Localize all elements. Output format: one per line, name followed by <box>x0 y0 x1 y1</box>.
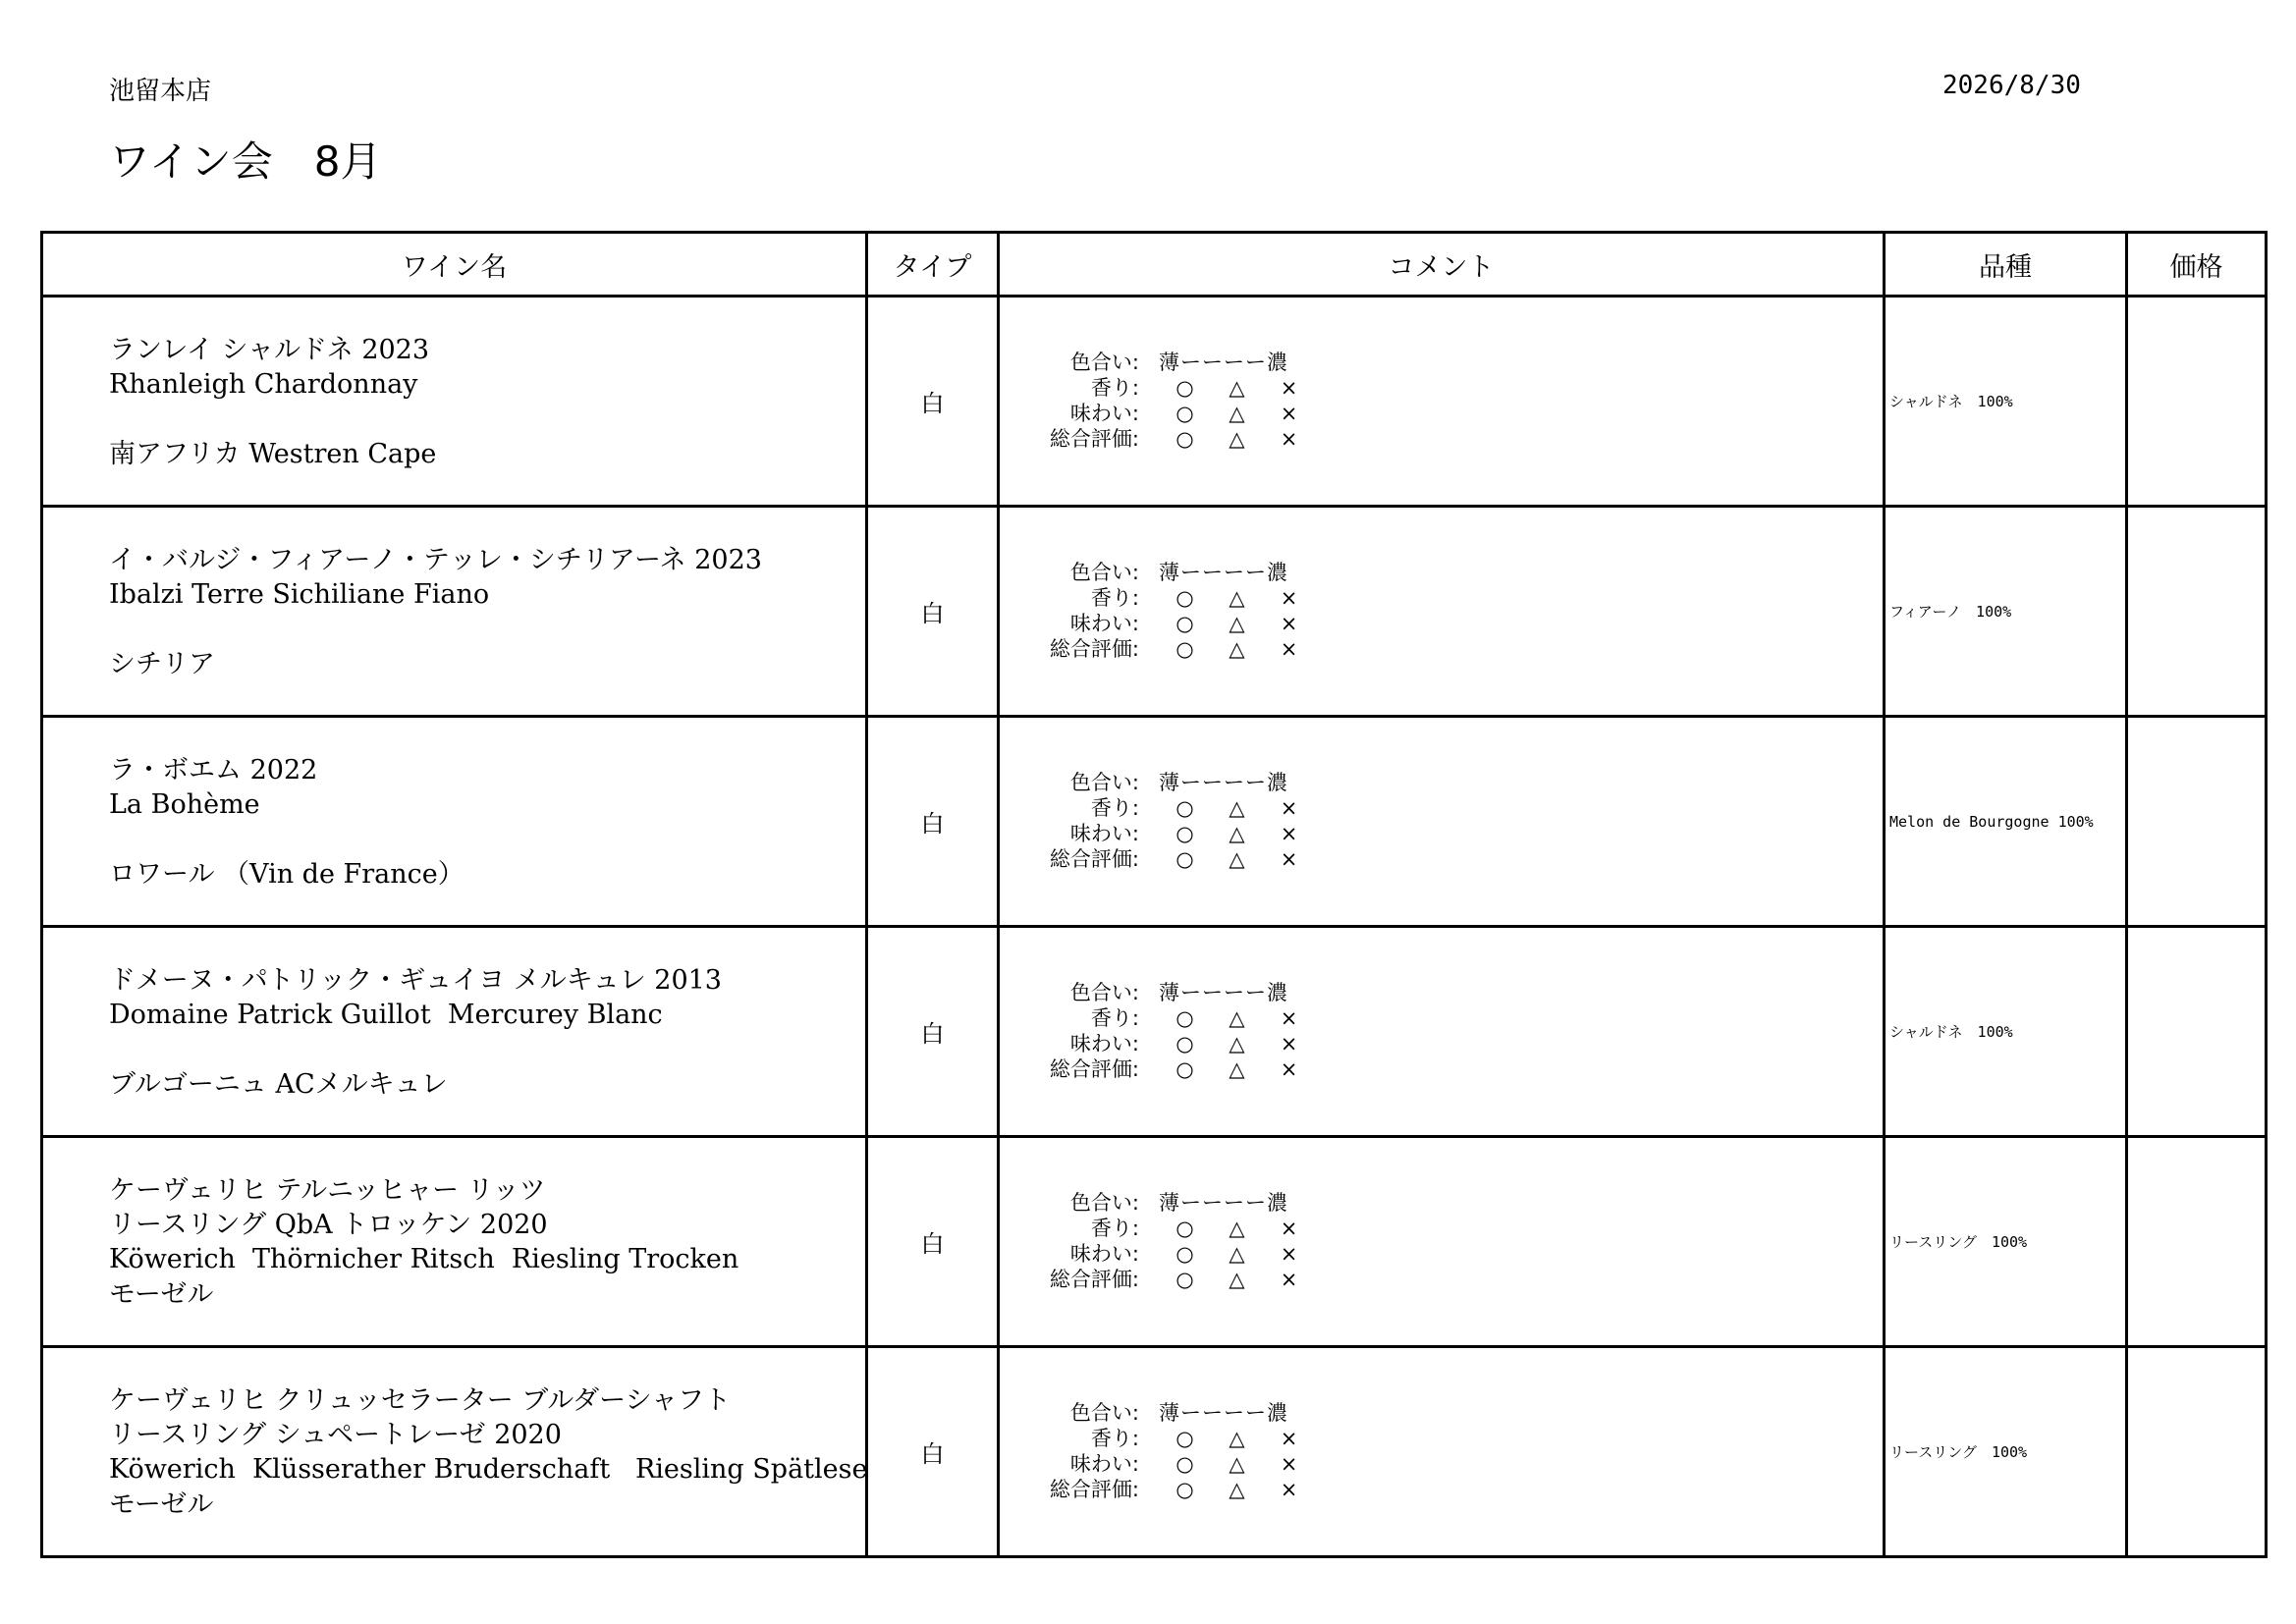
wine-table <box>40 231 2268 1558</box>
circle-icon: ○ <box>1175 1217 1194 1240</box>
rating-label-taste: 味わい: <box>1069 1452 1139 1476</box>
triangle-icon: △ <box>1229 1006 1245 1030</box>
circle-icon: ○ <box>1175 612 1194 635</box>
wine-name-line: ケーヴェリヒ クリュッセラーター ブルダーシャフト <box>109 1385 732 1416</box>
triangle-icon: △ <box>1229 1427 1245 1450</box>
rating-options <box>1159 426 1315 452</box>
column-header-variety: 品種 <box>1885 233 2127 297</box>
rating-options <box>1159 636 1315 662</box>
wine-price <box>2127 297 2267 507</box>
tasting-rating-block <box>1029 350 1315 452</box>
circle-icon: ○ <box>1175 1452 1194 1476</box>
wine-name-cell <box>42 1137 867 1347</box>
triangle-icon: △ <box>1229 796 1245 820</box>
rating-row-aroma <box>1029 1216 1315 1241</box>
cross-icon: × <box>1280 1427 1298 1450</box>
cross-icon: × <box>1280 1242 1298 1266</box>
wine-type: 白 <box>867 507 999 717</box>
grape-variety: リースリング 100% <box>1885 1347 2127 1557</box>
rating-row-overall <box>1029 1477 1315 1502</box>
rating-label-color: 色合い: <box>1069 351 1139 374</box>
rating-label-taste: 味わい: <box>1069 822 1139 845</box>
wine-region: モーゼル <box>109 1489 214 1520</box>
wine-region: ロワール （Vin de France） <box>109 859 465 890</box>
color-scale-text: 薄ーーーー濃 <box>1159 561 1288 584</box>
rating-options <box>1159 1005 1315 1031</box>
rating-options <box>1159 611 1315 636</box>
wine-price <box>2127 1347 2267 1557</box>
wine-name-lines <box>109 1383 868 1545</box>
rating-label-color: 色合い: <box>1069 1401 1139 1425</box>
table-row <box>42 507 2267 717</box>
triangle-icon: △ <box>1229 1452 1245 1476</box>
wine-name-line: イ・バルジ・フィアーノ・テッレ・シチリアーネ 2023 <box>109 545 762 575</box>
wine-name-line: ランレイ シャルドネ 2023 <box>109 335 430 365</box>
rating-label-taste: 味わい: <box>1069 1242 1139 1266</box>
circle-icon: ○ <box>1175 586 1194 610</box>
color-scale-text: 薄ーーーー濃 <box>1159 1401 1288 1425</box>
rating-row-aroma <box>1029 795 1315 821</box>
page-title: ワイン会 8月 <box>109 137 382 186</box>
rating-label-aroma: 香り: <box>1090 1217 1139 1240</box>
rating-label-taste: 味わい: <box>1069 612 1139 635</box>
color-scale <box>1159 770 1288 795</box>
rating-label-taste: 味わい: <box>1069 402 1139 425</box>
wine-name-cell <box>42 927 867 1137</box>
grape-variety: シャルドネ 100% <box>1885 297 2127 507</box>
table-row <box>42 927 2267 1137</box>
tasting-rating-block <box>1029 1400 1315 1502</box>
rating-row-overall <box>1029 426 1315 452</box>
cross-icon: × <box>1280 612 1298 635</box>
wine-type: 白 <box>867 297 999 507</box>
triangle-icon: △ <box>1229 1478 1245 1501</box>
circle-icon: ○ <box>1175 1006 1194 1030</box>
wine-name-line: リースリング シュペートレーゼ 2020 <box>109 1420 562 1450</box>
table-row <box>42 1347 2267 1557</box>
column-header-type: タイプ <box>867 233 999 297</box>
triangle-icon: △ <box>1229 1057 1245 1081</box>
rating-options <box>1159 821 1315 846</box>
rating-row-overall <box>1029 636 1315 662</box>
rating-label-aroma: 香り: <box>1090 1006 1139 1030</box>
tasting-rating-block <box>1029 560 1315 662</box>
wine-name-line: La Bohème <box>109 789 260 820</box>
wine-region: ブルゴーニュ ACメルキュレ <box>109 1069 448 1100</box>
circle-icon: ○ <box>1175 822 1194 845</box>
cross-icon: × <box>1280 402 1298 425</box>
rating-options <box>1159 585 1315 611</box>
circle-icon: ○ <box>1175 376 1194 400</box>
circle-icon: ○ <box>1175 1032 1194 1056</box>
wine-name-lines <box>109 1173 855 1335</box>
circle-icon: ○ <box>1175 1478 1194 1501</box>
circle-icon: ○ <box>1175 1057 1194 1081</box>
wine-type: 白 <box>867 1137 999 1347</box>
rating-options <box>1159 1056 1315 1082</box>
wine-region: モーゼル <box>109 1279 214 1310</box>
triangle-icon: △ <box>1229 427 1245 451</box>
table-row <box>42 717 2267 927</box>
rating-row-aroma <box>1029 375 1315 401</box>
triangle-icon: △ <box>1229 586 1245 610</box>
color-scale-text: 薄ーーーー濃 <box>1159 981 1288 1004</box>
rating-row-taste <box>1029 401 1315 426</box>
column-header-name: ワイン名 <box>42 233 867 297</box>
rating-label-overall: 総合評価: <box>1049 427 1139 451</box>
wine-name-lines <box>109 543 855 705</box>
cross-icon: × <box>1280 376 1298 400</box>
wine-region: シチリア <box>109 649 215 679</box>
column-header-comment: コメント <box>999 233 1885 297</box>
wine-name-cell <box>42 717 867 927</box>
rating-options <box>1159 375 1315 401</box>
rating-row-aroma <box>1029 1005 1315 1031</box>
grape-variety: Melon de Bourgogne 100% <box>1885 717 2127 927</box>
cross-icon: × <box>1280 1006 1298 1030</box>
wine-name-line: ラ・ボエム 2022 <box>109 755 318 785</box>
cross-icon: × <box>1280 1032 1298 1056</box>
circle-icon: ○ <box>1175 847 1194 871</box>
rating-row-taste <box>1029 1241 1315 1267</box>
rating-label-aroma: 香り: <box>1090 796 1139 820</box>
tasting-comment-cell <box>999 507 1885 717</box>
wine-name-line: ドメーヌ・パトリック・ギュイヨ メルキュレ 2013 <box>109 965 722 996</box>
tasting-comment-cell <box>999 927 1885 1137</box>
rating-options <box>1159 1216 1315 1241</box>
rating-label-overall: 総合評価: <box>1049 637 1139 661</box>
rating-label-aroma: 香り: <box>1090 586 1139 610</box>
rating-row-color <box>1029 770 1315 795</box>
color-scale-text: 薄ーーーー濃 <box>1159 351 1288 374</box>
color-scale <box>1159 350 1288 375</box>
tasting-rating-block <box>1029 770 1315 872</box>
rating-options <box>1159 846 1315 872</box>
cross-icon: × <box>1280 427 1298 451</box>
cross-icon: × <box>1280 1478 1298 1501</box>
wine-name-line: ケーヴェリヒ テルニッヒャー リッツ <box>109 1175 546 1206</box>
cross-icon: × <box>1280 637 1298 661</box>
tasting-rating-block <box>1029 1190 1315 1292</box>
triangle-icon: △ <box>1229 1217 1245 1240</box>
store-name: 池留本店 <box>109 77 212 106</box>
rating-label-overall: 総合評価: <box>1049 1268 1139 1291</box>
rating-options <box>1159 1426 1315 1451</box>
rating-label-overall: 総合評価: <box>1049 847 1139 871</box>
cross-icon: × <box>1280 1217 1298 1240</box>
triangle-icon: △ <box>1229 637 1245 661</box>
rating-label-aroma: 香り: <box>1090 1427 1139 1450</box>
grape-variety: フィアーノ 100% <box>1885 507 2127 717</box>
rating-row-aroma <box>1029 1426 1315 1451</box>
wine-type: 白 <box>867 927 999 1137</box>
rating-row-taste <box>1029 611 1315 636</box>
wine-price <box>2127 927 2267 1137</box>
wine-price <box>2127 717 2267 927</box>
triangle-icon: △ <box>1229 822 1245 845</box>
rating-row-color <box>1029 1190 1315 1216</box>
cross-icon: × <box>1280 1268 1298 1291</box>
circle-icon: ○ <box>1175 1427 1194 1450</box>
wine-price <box>2127 507 2267 717</box>
cross-icon: × <box>1280 586 1298 610</box>
wine-name-line: Ibalzi Terre Sichiliane Fiano <box>109 579 490 610</box>
rating-row-overall <box>1029 846 1315 872</box>
rating-options <box>1159 1241 1315 1267</box>
rating-options <box>1159 401 1315 426</box>
rating-label-overall: 総合評価: <box>1049 1478 1139 1501</box>
rating-options <box>1159 1031 1315 1056</box>
tasting-comment-cell <box>999 1347 1885 1557</box>
circle-icon: ○ <box>1175 402 1194 425</box>
circle-icon: ○ <box>1175 637 1194 661</box>
rating-label-color: 色合い: <box>1069 561 1139 584</box>
tasting-comment-cell <box>999 1137 1885 1347</box>
triangle-icon: △ <box>1229 402 1245 425</box>
triangle-icon: △ <box>1229 1268 1245 1291</box>
rating-label-aroma: 香り: <box>1090 376 1139 400</box>
cross-icon: × <box>1280 1452 1298 1476</box>
table-row <box>42 1137 2267 1347</box>
wine-price <box>2127 1137 2267 1347</box>
rating-row-color <box>1029 560 1315 585</box>
grape-variety: リースリング 100% <box>1885 1137 2127 1347</box>
wine-name-cell <box>42 507 867 717</box>
circle-icon: ○ <box>1175 1268 1194 1291</box>
rating-label-color: 色合い: <box>1069 1191 1139 1215</box>
rating-options <box>1159 1451 1315 1477</box>
cross-icon: × <box>1280 847 1298 871</box>
wine-name-line: Domaine Patrick Guillot Mercurey Blanc <box>109 1000 663 1030</box>
rating-row-overall <box>1029 1056 1315 1082</box>
color-scale <box>1159 560 1288 585</box>
triangle-icon: △ <box>1229 847 1245 871</box>
rating-row-color <box>1029 350 1315 375</box>
rating-label-overall: 総合評価: <box>1049 1057 1139 1081</box>
tasting-rating-block <box>1029 980 1315 1082</box>
table-row <box>42 297 2267 507</box>
rating-label-taste: 味わい: <box>1069 1032 1139 1056</box>
cross-icon: × <box>1280 1057 1298 1081</box>
rating-row-taste <box>1029 1451 1315 1477</box>
cross-icon: × <box>1280 822 1298 845</box>
cross-icon: × <box>1280 796 1298 820</box>
event-date: 2026/8/30 <box>1942 71 2081 100</box>
color-scale-text: 薄ーーーー濃 <box>1159 771 1288 794</box>
color-scale <box>1159 980 1288 1005</box>
rating-options <box>1159 1267 1315 1292</box>
rating-row-overall <box>1029 1267 1315 1292</box>
color-scale <box>1159 1400 1288 1426</box>
triangle-icon: △ <box>1229 612 1245 635</box>
wine-region: 南アフリカ Westren Cape <box>109 439 437 469</box>
table-header-row <box>42 233 2267 297</box>
rating-row-color <box>1029 980 1315 1005</box>
wine-name-cell <box>42 297 867 507</box>
tasting-comment-cell <box>999 717 1885 927</box>
rating-row-aroma <box>1029 585 1315 611</box>
rating-row-color <box>1029 1400 1315 1426</box>
wine-rows <box>42 297 2267 1557</box>
tasting-comment-cell <box>999 297 1885 507</box>
wine-name-line: Rhanleigh Chardonnay <box>109 369 418 400</box>
triangle-icon: △ <box>1229 1032 1245 1056</box>
triangle-icon: △ <box>1229 1242 1245 1266</box>
rating-label-color: 色合い: <box>1069 771 1139 794</box>
grape-variety: シャルドネ 100% <box>1885 927 2127 1137</box>
rating-label-color: 色合い: <box>1069 981 1139 1004</box>
wine-name-line: Köwerich Klüsserather Bruderschaft Riesling Spätlese <box>109 1454 868 1485</box>
triangle-icon: △ <box>1229 376 1245 400</box>
circle-icon: ○ <box>1175 796 1194 820</box>
wine-type: 白 <box>867 1347 999 1557</box>
wine-name-cell <box>42 1347 867 1557</box>
rating-row-taste <box>1029 821 1315 846</box>
column-header-price: 価格 <box>2127 233 2267 297</box>
rating-options <box>1159 795 1315 821</box>
circle-icon: ○ <box>1175 427 1194 451</box>
wine-name-line: Köwerich Thörnicher Ritsch Riesling Trocken <box>109 1244 739 1274</box>
circle-icon: ○ <box>1175 1242 1194 1266</box>
wine-type: 白 <box>867 717 999 927</box>
color-scale <box>1159 1190 1288 1216</box>
rating-row-taste <box>1029 1031 1315 1056</box>
rating-options <box>1159 1477 1315 1502</box>
wine-name-line: リースリング QbA トロッケン 2020 <box>109 1210 548 1240</box>
color-scale-text: 薄ーーーー濃 <box>1159 1191 1288 1215</box>
